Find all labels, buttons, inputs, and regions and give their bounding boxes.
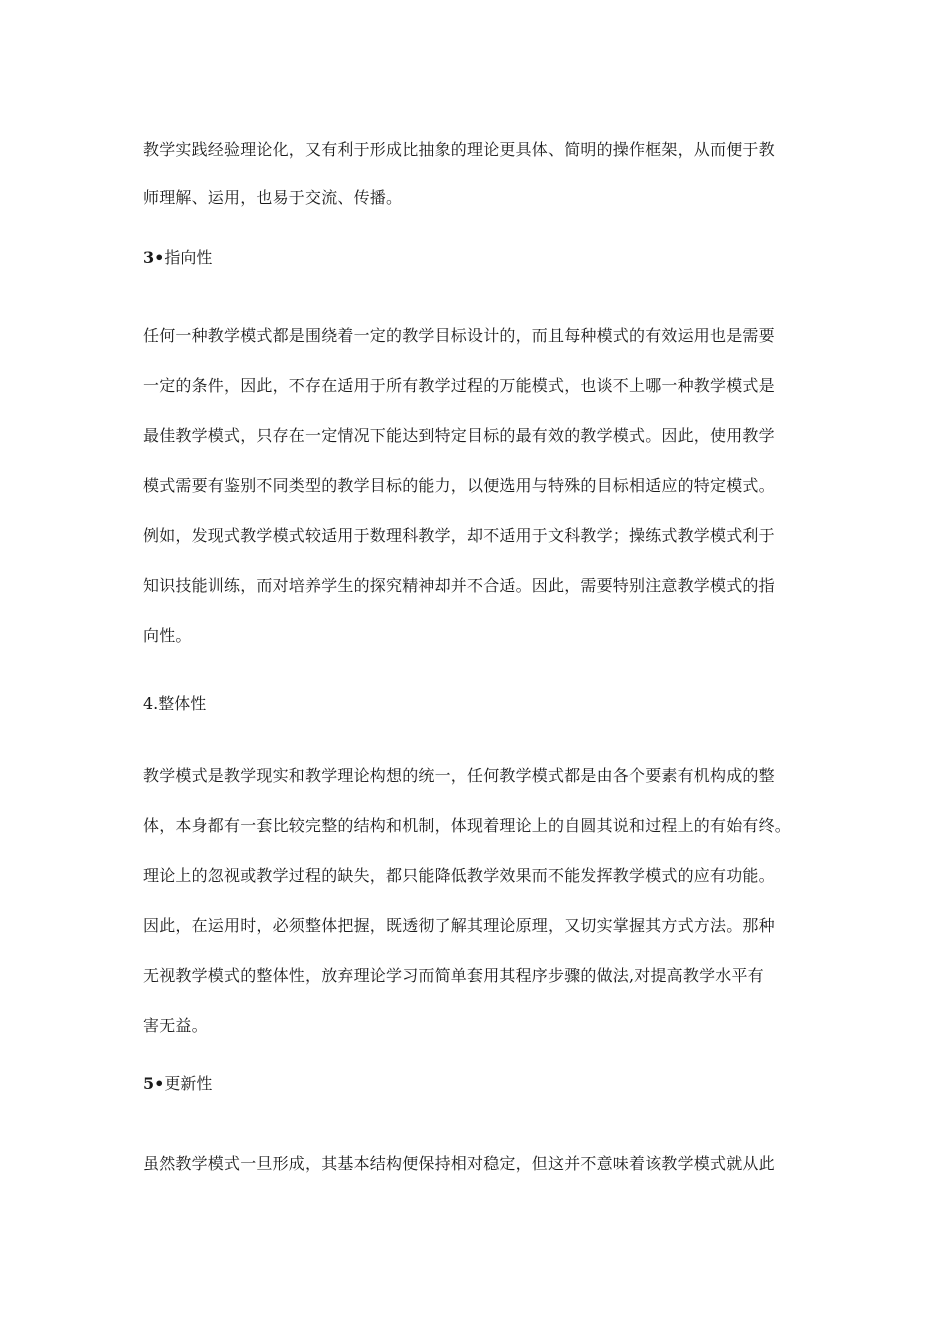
section-number: 4. [143, 694, 159, 713]
section-title: 指向性 [164, 248, 213, 267]
paragraph-line: 向性。 [143, 626, 192, 645]
paragraph-line: 教学模式是教学现实和教学理论构想的统一，任何教学模式都是由各个要素有机构成的整 [143, 766, 775, 785]
paragraph-line: 最佳教学模式，只存在一定情况下能达到特定目标的最有效的教学模式。因此，使用教学 [143, 426, 775, 445]
paragraph-line: 因此，在运用时，必须整体把握，既透彻了解其理论原理，又切实掌握其方式方法。那种 [143, 916, 775, 935]
paragraph-line: 师理解、运用，也易于交流、传播。 [143, 188, 403, 207]
paragraph-line: 虽然教学模式一旦形成，其基本结构便保持相对稳定，但这并不意味着该教学模式就从此 [143, 1154, 775, 1173]
section-heading-4 [143, 694, 206, 714]
paragraph-line: 一定的条件，因此，不存在适用于所有教学过程的万能模式，也谈不上哪一种教学模式是 [143, 376, 775, 395]
paragraph-line: 体，本身都有一套比较完整的结构和机制，体现着理论上的自圆其说和过程上的有始有终。 [143, 816, 792, 835]
paragraph-line: 例如，发现式教学模式较适用于数理科教学，却不适用于文科教学；操练式教学模式利于 [143, 526, 775, 545]
paragraph-line: 知识技能训练，而对培养学生的探究精神却并不合适。因此，需要特别注意教学模式的指 [143, 576, 775, 595]
section-number: 5• [143, 1074, 165, 1093]
section-title: 整体性 [158, 694, 207, 713]
paragraph-line: 无视教学模式的整体性，放弃理论学习而简单套用其程序步骤的做法,对提高教学水平有 [143, 966, 764, 985]
section-number: 3• [143, 248, 165, 267]
paragraph-line: 理论上的忽视或教学过程的缺失，都只能降低教学效果而不能发挥教学模式的应有功能。 [143, 866, 775, 885]
paragraph-line: 教学实践经验理论化，又有利于形成比抽象的理论更具体、简明的操作框架，从而便于教 [143, 140, 775, 159]
paragraph-line: 任何一种教学模式都是围绕着一定的教学目标设计的，而且每种模式的有效运用也是需要 [143, 326, 775, 345]
paragraph-line: 害无益。 [143, 1016, 208, 1035]
paragraph-line: 模式需要有鉴别不同类型的教学目标的能力，以便选用与特殊的目标相适应的特定模式。 [143, 476, 775, 495]
section-title: 更新性 [164, 1074, 213, 1093]
section-heading-5 [143, 1074, 212, 1094]
section-heading-3 [143, 248, 212, 268]
